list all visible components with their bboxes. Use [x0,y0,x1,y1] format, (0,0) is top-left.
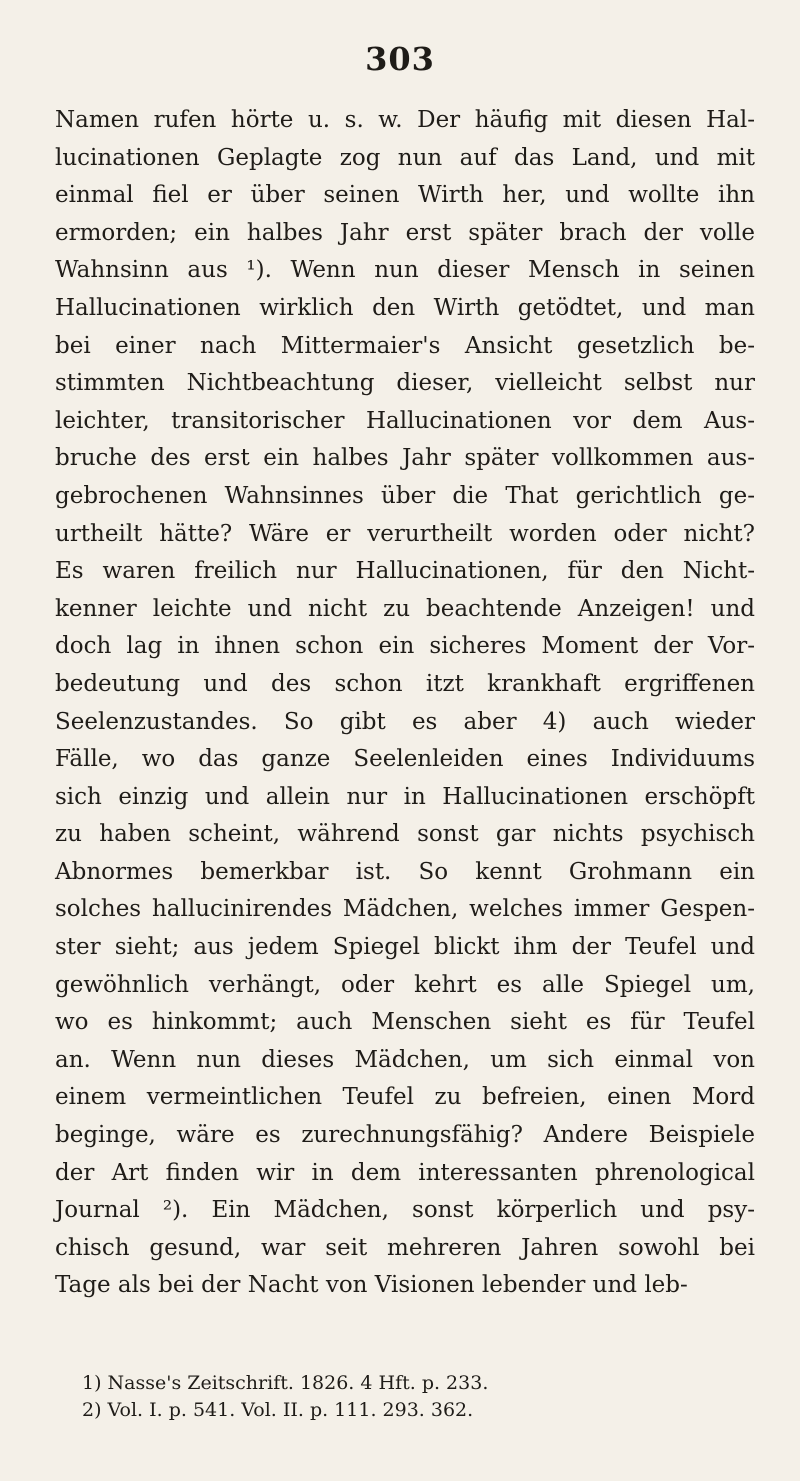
text-line: bedeutung und des schon itzt krankhaft ergriffenen [55,670,755,697]
footnote: 1) Nasse's Zeitschrift. 1826. 4 Hft. p. 233. [82,1372,489,1394]
text-line: solches hallucinirendes Mädchen, welches immer Gespen- [55,896,755,923]
footnotes [82,1370,722,1424]
text-line: gebrochenen Wahnsinnes über die That gerichtlich ge- [55,482,755,509]
text-line: stimmten Nichtbeachtung dieser, vielleicht selbst nur [55,370,755,397]
text-line: Tage als bei der Nacht von Visionen lebender und leb- [55,1272,688,1299]
text-line: urtheilt hätte? Wäre er verurtheilt worden oder nicht? [55,520,755,547]
text-line: Fälle, wo das ganze Seelenleiden eines Individuums [55,746,755,773]
text-line: bruche des erst ein halbes Jahr später vollkommen aus- [55,445,755,472]
text-line: wo es hinkommt; auch Menschen sieht es für Teufel [55,1009,755,1036]
text-line: Abnormes bemerkbar ist. So kennt Grohmann ein [55,858,755,885]
text-line: doch lag in ihnen schon ein sicheres Moment der Vor- [55,633,755,660]
text-line: ster sieht; aus jedem Spiegel blickt ihm der Teufel und [55,934,755,961]
text-line: zu haben scheint, während sonst gar nichts psychisch [55,821,755,848]
text-line: chisch gesund, war seit mehreren Jahren sowohl bei [55,1234,755,1261]
text-line: Journal ²). Ein Mädchen, sonst körperlich und psy- [55,1197,755,1224]
text-line: kenner leichte und nicht zu beachtende Anzeigen! und [55,595,755,622]
text-line: Wahnsinn aus ¹). Wenn nun dieser Mensch in seinen [55,257,755,284]
text-line: einmal fiel er über seinen Wirth her, und wollte ihn [55,182,755,209]
page-number: 303 [365,40,435,78]
footnote: 2) Vol. I. p. 541. Vol. II. p. 111. 293. 362. [82,1399,474,1421]
text-line: Seelenzustandes. So gibt es aber 4) auch wieder [55,708,755,735]
text-line: gewöhnlich verhängt, oder kehrt es alle Spiegel um, [55,971,755,998]
text-line: einem vermeintlichen Teufel zu befreien, einen Mord [55,1084,755,1111]
text-line: Es waren freilich nur Hallucinationen, für den Nicht- [55,558,755,585]
text-line: der Art finden wir in dem interessanten phrenological [55,1159,755,1186]
text-line: beginge, wäre es zurechnungsfähig? Andere Beispiele [55,1122,755,1149]
text-line: ermorden; ein halbes Jahr erst später brach der volle [55,219,755,246]
body-text [55,102,755,1305]
text-line: sich einzig und allein nur in Hallucinationen erschöpft [55,783,755,810]
text-line: Hallucinationen wirklich den Wirth getödtet, und man [55,294,755,321]
text-line: lucinationen Geplagte zog nun auf das Land, und mit [55,144,755,171]
text-line: an. Wenn nun dieses Mädchen, um sich einmal von [55,1046,755,1073]
text-line: bei einer nach Mittermaier's Ansicht gesetzlich be- [55,332,755,359]
text-line: Namen rufen hörte u. s. w. Der häufig mit diesen Hal- [55,107,755,133]
text-line: leichter, transitorischer Hallucinationen vor dem Aus- [55,407,755,434]
